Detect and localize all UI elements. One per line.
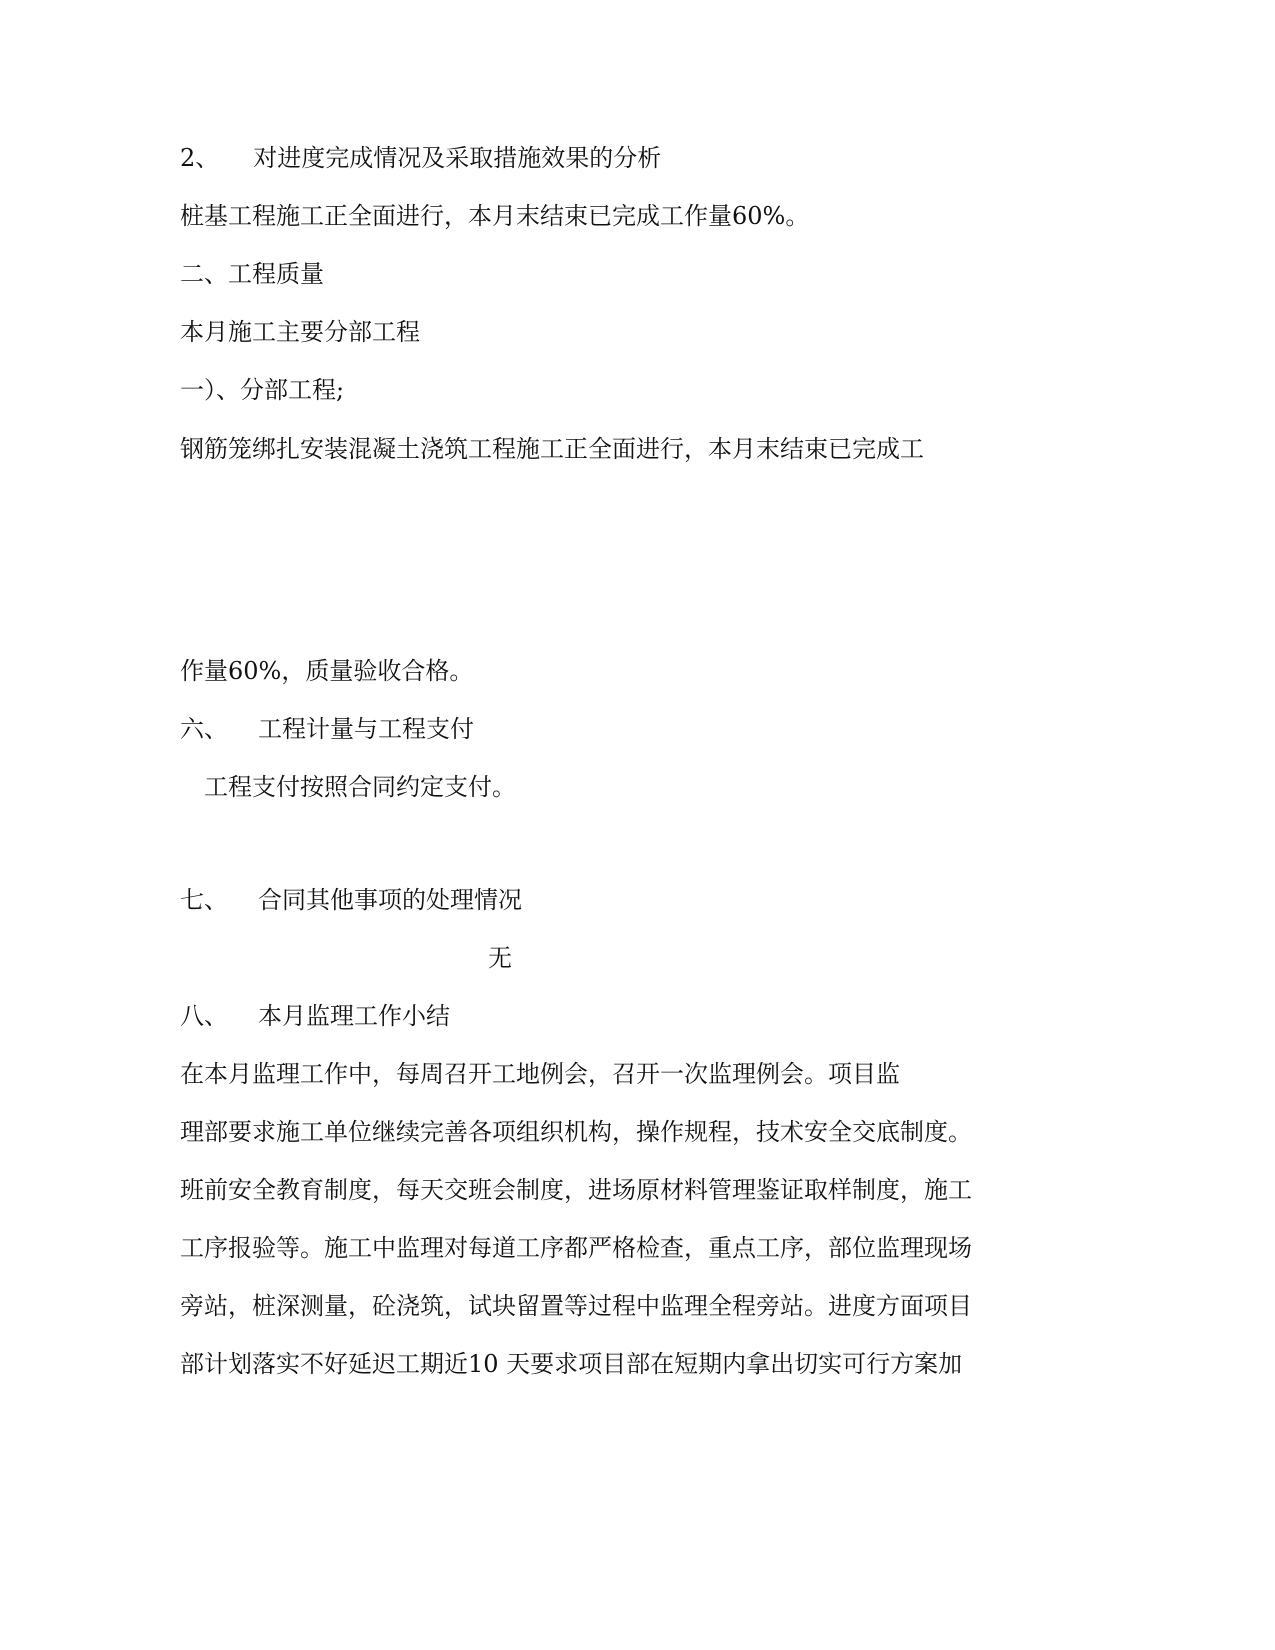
paragraph-rebar-cage-continued: 作量60%，质量验收合格。 — [180, 657, 474, 685]
heading-number: 2、 — [180, 144, 220, 172]
heading-text: 本月监理工作小结 — [258, 1002, 450, 1030]
paragraph-none: 无 — [488, 944, 512, 972]
section-heading-monthly-summary — [180, 1001, 450, 1031]
paragraph-rebar-cage: 钢筋笼绑扎安装混凝土浇筑工程施工正全面进行，本月末结束已完成工 — [180, 435, 924, 463]
paragraph-payment: 工程支付按照合同约定支付。 — [204, 773, 516, 801]
section-heading-progress-analysis — [180, 143, 661, 173]
paragraph-summary-line-1: 在本月监理工作中，每周召开工地例会，召开一次监理例会。项目监 — [180, 1060, 900, 1088]
heading-number: 七、 — [180, 886, 228, 914]
subheading-subproject: 一）、分部工程; — [180, 376, 345, 404]
paragraph-pile-foundation: 桩基工程施工正全面进行，本月末结束已完成工作量60%。 — [180, 202, 810, 230]
paragraph-summary-line-6: 部计划落实不好延迟工期近10 天要求项目部在短期内拿出切实可行方案加 — [180, 1350, 963, 1378]
heading-text: 对进度完成情况及采取措施效果的分析 — [253, 144, 662, 172]
paragraph-main-subprojects: 本月施工主要分部工程 — [180, 318, 420, 346]
section-heading-measurement-payment — [180, 714, 474, 744]
heading-number: 六、 — [180, 715, 228, 743]
paragraph-summary-line-2: 理部要求施工单位继续完善各项组织机构，操作规程，技术安全交底制度。 — [180, 1118, 972, 1146]
heading-text: 合同其他事项的处理情况 — [258, 886, 522, 914]
paragraph-summary-line-5: 旁站，桩深测量，砼浇筑，试块留置等过程中监理全程旁站。进度方面项目 — [180, 1292, 972, 1320]
heading-text: 工程计量与工程支付 — [258, 715, 474, 743]
section-heading-quality: 二、工程质量 — [180, 260, 324, 288]
paragraph-summary-line-3: 班前安全教育制度，每天交班会制度，进场原材料管理鉴证取样制度，施工 — [180, 1176, 972, 1204]
heading-number: 八、 — [180, 1002, 228, 1030]
paragraph-summary-line-4: 工序报验等。施工中监理对每道工序都严格检查，重点工序，部位监理现场 — [180, 1234, 972, 1262]
section-heading-other-matters — [180, 885, 522, 915]
